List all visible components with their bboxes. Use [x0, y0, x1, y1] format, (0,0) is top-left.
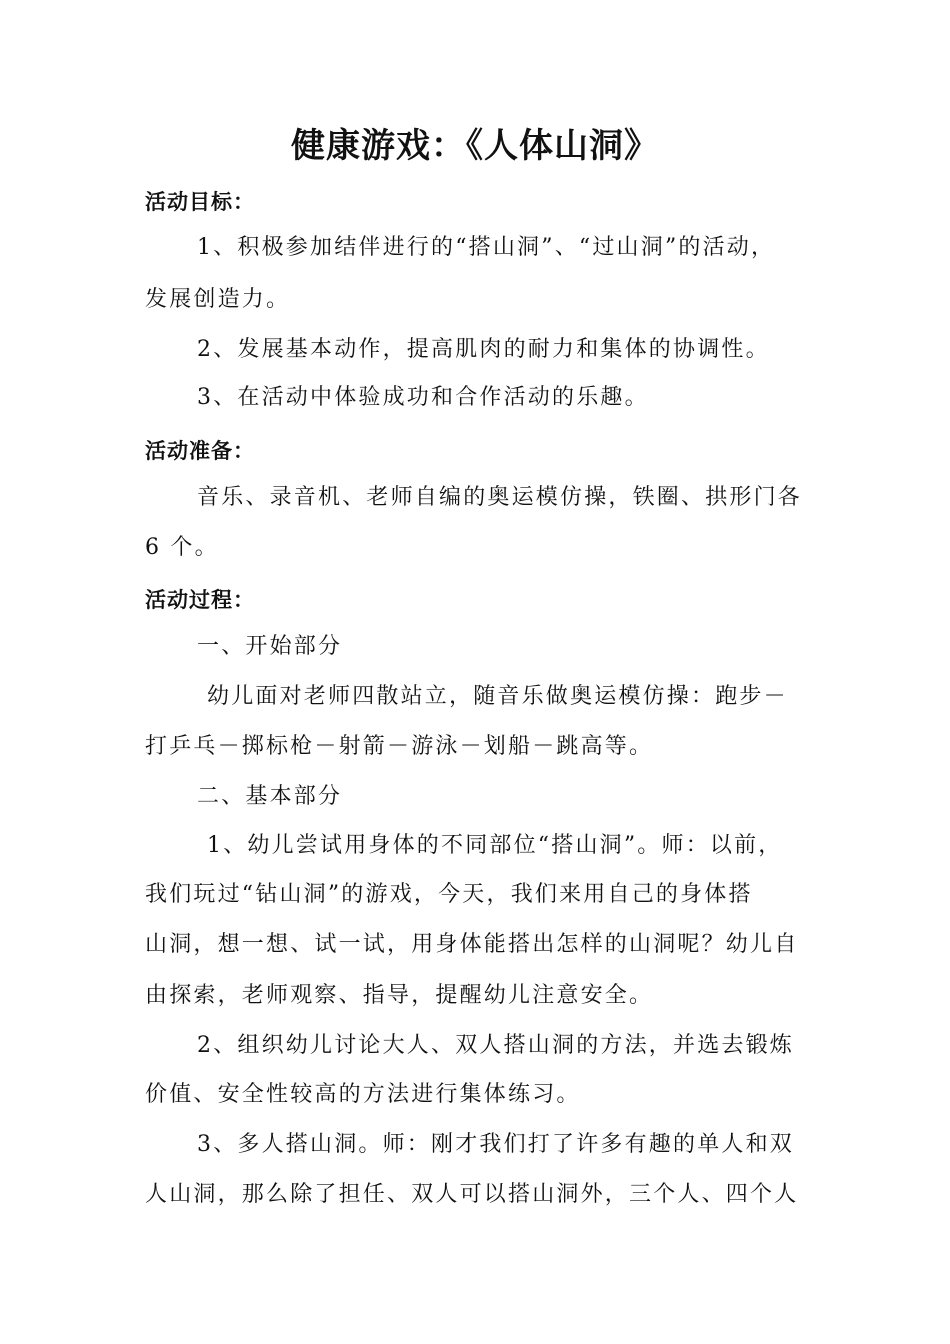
- paragraph-line: 1、幼儿尝试用身体的不同部位“搭山洞”。师：以前，: [207, 833, 783, 858]
- document-title: 健康游戏：《人体山洞》: [291, 126, 659, 166]
- paragraph-line: 我们玩过“钻山洞”的游戏，今天，我们来用自己的身体搭: [145, 882, 753, 907]
- paragraph-line: 3、在活动中体验成功和合作活动的乐趣。: [197, 385, 649, 410]
- paragraph-line: 山洞，想一想、试一试，用身体能搭出怎样的山洞呢？幼儿自: [145, 932, 799, 957]
- paragraph-line: 音乐、录音机、老师自编的奥运模仿操，铁圈、拱形门各: [197, 485, 803, 510]
- paragraph-line: 价值、安全性较高的方法进行集体练习。: [145, 1082, 581, 1107]
- paragraph-line: 2、组织幼儿讨论大人、双人搭山洞的方法，并选去锻炼: [197, 1033, 794, 1058]
- paragraph-line: 由探索，老师观察、指导，提醒幼儿注意安全。: [145, 983, 654, 1008]
- paragraph-line: 发展创造力。: [145, 287, 291, 312]
- subsection-heading: 二、基本部分: [197, 784, 343, 809]
- paragraph-line: 6 个。: [145, 535, 219, 560]
- paragraph-line: 打乒乓－掷标枪－射箭－游泳－划船－跳高等。: [145, 734, 654, 759]
- paragraph-line: 3、多人搭山洞。师：刚才我们打了许多有趣的单人和双: [197, 1132, 794, 1157]
- paragraph-line: 1、积极参加结伴进行的“搭山洞”、“过山洞”的活动，: [197, 235, 776, 260]
- section-heading-process: 活动过程：: [145, 588, 255, 612]
- section-heading-goals: 活动目标：: [145, 190, 255, 214]
- paragraph-line: 幼儿面对老师四散站立，随音乐做奥运模仿操：跑步－: [207, 684, 788, 709]
- subsection-heading: 一、开始部分: [197, 634, 343, 659]
- section-heading-preparation: 活动准备：: [145, 439, 255, 463]
- paragraph-line: 人山洞，那么除了担任、双人可以搭山洞外，三个人、四个人: [145, 1182, 799, 1207]
- paragraph-line: 2、发展基本动作，提高肌肉的耐力和集体的协调性。: [197, 337, 770, 362]
